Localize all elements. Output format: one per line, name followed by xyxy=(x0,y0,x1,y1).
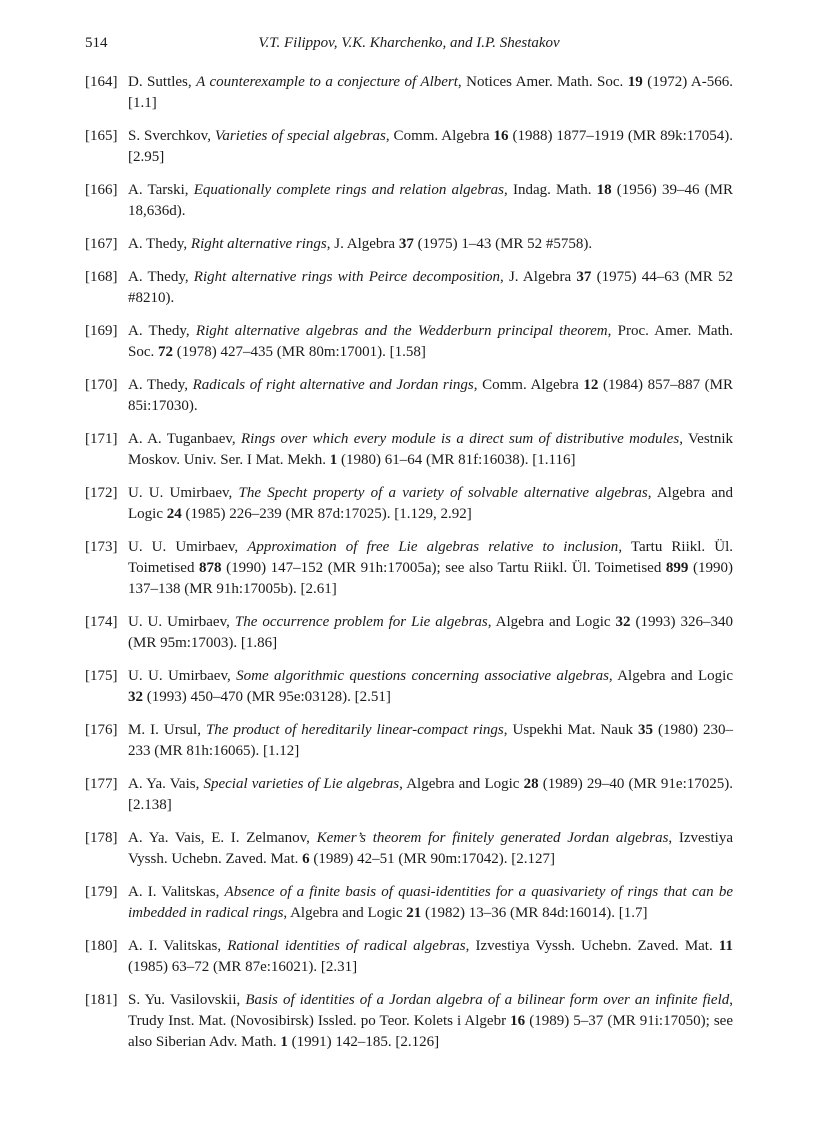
reference-title: Some algorithmic questions concerning associative algebras xyxy=(236,668,609,684)
reference-entry xyxy=(85,321,733,363)
reference-volume: 16 xyxy=(493,128,509,144)
reference-title: Rational identities of radical algebras xyxy=(227,938,466,954)
reference-source: , Notices Amer. Math. Soc. xyxy=(457,74,628,90)
reference-authors: A. I. Valitskas, xyxy=(128,884,225,900)
reference-entry xyxy=(85,429,733,471)
reference-label: [178] xyxy=(85,830,118,846)
reference-entry xyxy=(85,936,733,978)
reference-entry xyxy=(85,990,733,1053)
reference-title: Radicals of right alternative and Jordan rings xyxy=(192,377,474,393)
reference-details: (1988) 1877–1919 (MR 89k:17054). [2.95] xyxy=(128,128,734,165)
reference-details: (1989) 42–51 (MR 90m:17042). [2.127] xyxy=(309,851,556,867)
reference-title: A counterexample to a conjecture of Albert xyxy=(196,74,458,90)
reference-volume: 72 xyxy=(158,344,173,360)
reference-authors: A. Thedy, xyxy=(128,236,191,252)
reference-source: , J. Algebra xyxy=(500,269,577,285)
reference-body xyxy=(128,776,733,813)
reference-authors: A. Thedy, xyxy=(128,377,193,393)
reference-label: [180] xyxy=(85,938,118,954)
reference-details: (1978) 427–435 (MR 80m:17001). [1.58] xyxy=(173,344,426,360)
reference-label: [170] xyxy=(85,377,118,393)
reference-volume: 21 xyxy=(406,905,422,921)
reference-details: (1990) 147–152 (MR 91h:17005a); see also Tartu Riikl. Ül. Toimetised xyxy=(221,560,666,576)
reference-details: (1993) 326–340 (MR 95m:17003). [1.86] xyxy=(128,614,733,651)
reference-source: , Izvestiya Vyssh. Uchebn. Zaved. Mat. xyxy=(128,830,734,867)
reference-label: [172] xyxy=(85,485,118,501)
reference-details: (1980) 230–233 (MR 81h:16065). [1.12] xyxy=(128,722,734,759)
reference-source: , Vestnik Moskov. Univ. Ser. I Mat. Mekh. xyxy=(128,431,734,468)
reference-body xyxy=(128,377,733,414)
reference-volume: 32 xyxy=(128,689,143,705)
page-number: 514 xyxy=(85,35,108,51)
reference-details: (1989) 5–37 (MR 91i:17050); see also Siberian Adv. Math. xyxy=(128,1013,733,1050)
reference-entry xyxy=(85,375,733,417)
reference-details: (1982) 13–36 (MR 84d:16014). [1.7] xyxy=(421,905,648,921)
reference-body xyxy=(128,128,733,165)
reference-source: , Algebra and Logic xyxy=(608,668,733,684)
reference-body xyxy=(128,74,733,111)
reference-source: , Indag. Math. xyxy=(504,182,597,198)
reference-body xyxy=(128,614,733,651)
reference-title: The occurrence problem for Lie algebras xyxy=(234,614,488,630)
reference-title: Basis of identities of a Jordan algebra of a bilinear form over an infinite field xyxy=(245,992,730,1008)
reference-title: Varieties of special algebras xyxy=(214,128,386,144)
reference-source: , Proc. Amer. Math. Soc. xyxy=(128,323,733,360)
reference-details: (1989) 29–40 (MR 91e:17025). [2.138] xyxy=(128,776,734,813)
reference-authors: M. I. Ursul, xyxy=(128,722,206,738)
running-head: V.T. Filippov, V.K. Kharchenko, and I.P. Shestakov xyxy=(258,35,560,51)
reference-volume: 899 xyxy=(665,560,689,576)
reference-authors: A. Ya. Vais, E. I. Zelmanov, xyxy=(128,830,317,846)
reference-volume: 6 xyxy=(302,851,310,867)
reference-label: [168] xyxy=(85,269,118,285)
reference-entry xyxy=(85,72,733,114)
reference-authors: U. U. Umirbaev, xyxy=(128,614,235,630)
reference-title: Kemer’s theorem for finitely generated Jordan algebras xyxy=(316,830,669,846)
reference-title: The Specht property of a variety of solvable alternative algebras xyxy=(238,485,648,501)
reference-source: , Algebra and Logic xyxy=(283,905,407,921)
reference-body xyxy=(128,431,733,468)
reference-volume: 18 xyxy=(596,182,612,198)
reference-source: , Comm. Algebra xyxy=(385,128,494,144)
reference-volume: 1 xyxy=(329,452,338,468)
reference-body xyxy=(128,539,733,597)
reference-source: , Tartu Riikl. Ül. Toimetised xyxy=(128,539,734,576)
reference-volume: 24 xyxy=(166,506,182,522)
reference-authors: S. Yu. Vasilovskii, xyxy=(128,992,246,1008)
page-header xyxy=(85,33,733,53)
reference-details: (1980) 61–64 (MR 81f:16038). [1.116] xyxy=(337,452,576,468)
reference-entry xyxy=(85,666,733,708)
reference-title: Approximation of free Lie algebras relative to inclusion xyxy=(247,539,619,555)
reference-entry xyxy=(85,774,733,816)
reference-source: , Uspekhi Mat. Nauk xyxy=(503,722,638,738)
reference-volume: 16 xyxy=(510,1013,526,1029)
reference-volume: 11 xyxy=(718,938,733,954)
reference-label: [179] xyxy=(85,884,118,900)
reference-label: [174] xyxy=(85,614,118,630)
reference-body xyxy=(128,992,733,1050)
reference-label: [173] xyxy=(85,539,118,555)
reference-title: The product of hereditarily linear-compact rings xyxy=(205,722,504,738)
reference-label: [176] xyxy=(85,722,118,738)
reference-entry xyxy=(85,537,733,600)
reference-volume: 37 xyxy=(398,236,414,252)
reference-body xyxy=(128,269,733,306)
reference-label: [169] xyxy=(85,323,118,339)
reference-details: (1991) 142–185. [2.126] xyxy=(287,1034,440,1050)
reference-source: , J. Algebra xyxy=(326,236,399,252)
reference-volume: 32 xyxy=(615,614,631,630)
reference-authors: D. Suttles, xyxy=(128,74,197,90)
reference-details: (1985) 63–72 (MR 87e:16021). [2.31] xyxy=(128,959,358,975)
reference-volume: 19 xyxy=(627,74,643,90)
reference-details: (1956) 39–46 (MR 18,636d). xyxy=(128,182,733,219)
reference-volume: 28 xyxy=(523,776,539,792)
reference-body xyxy=(128,668,733,705)
reference-title: Right alternative rings xyxy=(190,236,327,252)
reference-authors: U. U. Umirbaev, xyxy=(128,485,239,501)
reference-details: (1990) 137–138 (MR 91h:17005b). [2.61] xyxy=(128,560,733,597)
reference-title: Right alternative rings with Peirce decomposition xyxy=(193,269,500,285)
reference-title: Rings over which every module is a direct sum of distributive modules xyxy=(241,431,680,447)
reference-details: (1975) 1–43 (MR 52 #5758). xyxy=(413,236,593,252)
reference-label: [177] xyxy=(85,776,118,792)
reference-authors: U. U. Umirbaev, xyxy=(128,668,237,684)
reference-body xyxy=(128,323,733,360)
reference-entry xyxy=(85,126,733,168)
reference-authors: A. Tarski, xyxy=(128,182,194,198)
reference-details: (1993) 450–470 (MR 95e:03128). [2.51] xyxy=(143,689,391,705)
reference-source: , Algebra and Logic xyxy=(487,614,616,630)
reference-entry xyxy=(85,828,733,870)
reference-volume: 35 xyxy=(637,722,653,738)
reference-volume: 1 xyxy=(280,1034,288,1050)
reference-title: Special varieties of Lie algebras xyxy=(203,776,400,792)
reference-volume: 37 xyxy=(576,269,592,285)
reference-details: (1975) 44–63 (MR 52 #8210). xyxy=(128,269,734,306)
reference-volume: 12 xyxy=(583,377,599,393)
reference-title: Absence of a finite basis of quasi-identities for a quasivariety of rings that can be imbedded in radical rings xyxy=(128,884,733,921)
reference-entry xyxy=(85,720,733,762)
reference-body xyxy=(128,830,733,867)
reference-entry xyxy=(85,180,733,222)
reference-volume: 878 xyxy=(199,560,222,576)
reference-body xyxy=(128,884,733,921)
reference-authors: A. I. Valitskas, xyxy=(128,938,228,954)
reference-title: Equationally complete rings and relation algebras xyxy=(193,182,505,198)
reference-authors: A. Ya. Vais, xyxy=(128,776,204,792)
reference-authors: A. A. Tuganbaev, xyxy=(128,431,241,447)
reference-details: (1984) 857–887 (MR 85i:17030). xyxy=(128,377,734,414)
reference-entry xyxy=(85,882,733,924)
reference-label: [181] xyxy=(85,992,118,1008)
reference-authors: U. U. Umirbaev, xyxy=(128,539,248,555)
reference-label: [166] xyxy=(85,182,118,198)
reference-source: , Algebra and Logic xyxy=(128,485,734,522)
reference-source: , Comm. Algebra xyxy=(473,377,584,393)
reference-entry xyxy=(85,612,733,654)
reference-body xyxy=(128,236,592,252)
reference-details: (1972) A-566. [1.1] xyxy=(128,74,733,111)
reference-label: [167] xyxy=(85,236,118,252)
reference-details: (1985) 226–239 (MR 87d:17025). [1.129, 2.92] xyxy=(181,506,472,522)
reference-label: [165] xyxy=(85,128,118,144)
reference-title: Right alternative algebras and the Wedderburn principal theorem xyxy=(195,323,608,339)
reference-body xyxy=(128,722,733,759)
reference-entry xyxy=(85,267,733,309)
reference-label: [171] xyxy=(85,431,118,447)
reference-authors: A. Thedy, xyxy=(128,323,196,339)
reference-body xyxy=(128,938,733,975)
reference-list xyxy=(85,72,733,1065)
reference-label: [175] xyxy=(85,668,118,684)
reference-source: , Algebra and Logic xyxy=(399,776,524,792)
reference-entry xyxy=(85,483,733,525)
reference-entry xyxy=(85,234,733,255)
reference-source: , Izvestiya Vyssh. Uchebn. Zaved. Mat. xyxy=(465,938,719,954)
reference-label: [164] xyxy=(85,74,118,90)
reference-authors: S. Sverchkov, xyxy=(128,128,215,144)
reference-authors: A. Thedy, xyxy=(128,269,194,285)
reference-body xyxy=(128,182,733,219)
reference-body xyxy=(128,485,733,522)
reference-source: , Trudy Inst. Mat. (Novosibirsk) Issled. po Teor. Kolets i Algebr xyxy=(128,992,733,1029)
